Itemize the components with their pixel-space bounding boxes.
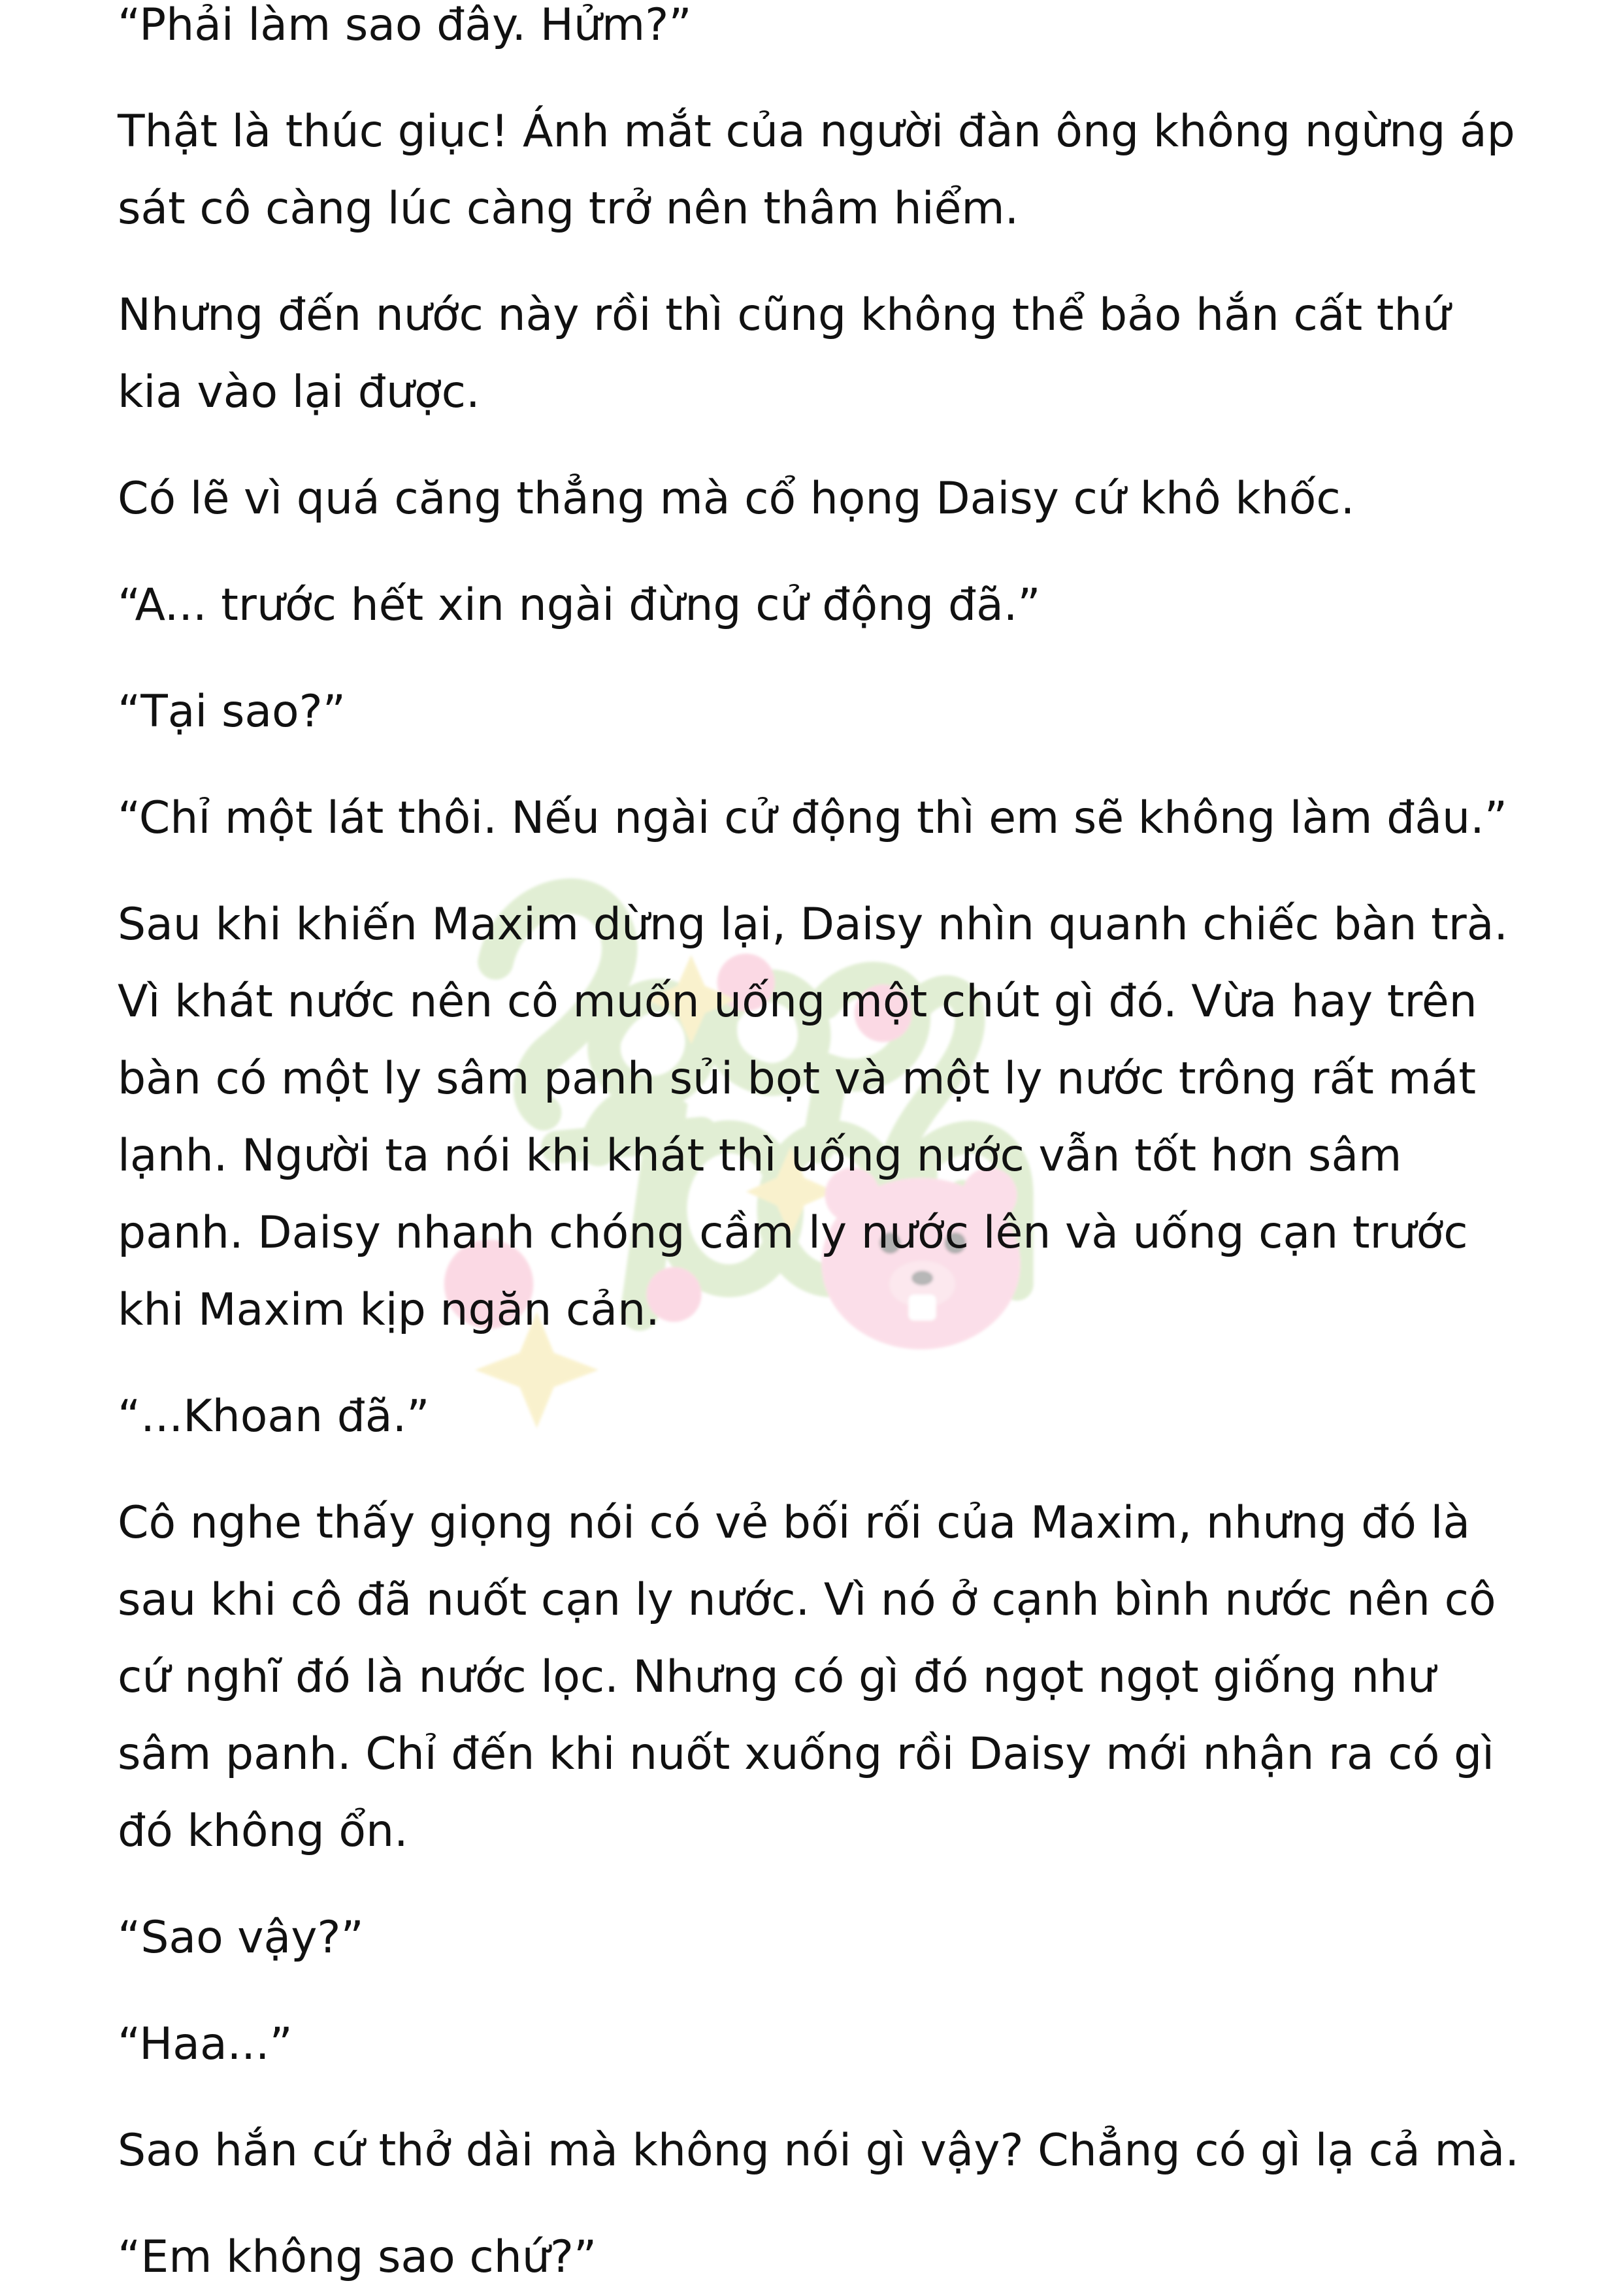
paragraph: Có lẽ vì quá căng thẳng mà cổ họng Daisy cứ khô khốc.	[118, 473, 1355, 525]
paragraph: Cô nghe thấy giọng nói có vẻ bối rối của Maxim, nhưng đó là sau khi cô đã nuốt cạn ly nước. Vì nó ở cạnh bình nước nên cô cứ nghĩ đó là nước lọc. Nhưng có gì đó ngọt ngọt giống như sâm panh. Chỉ đến khi nuốt xuống rồi Daisy mới nhận ra có gì đó không ổn.	[118, 1497, 1496, 1857]
paragraph: “...Khoan đã.”	[118, 1391, 430, 1442]
paragraph: Sao hắn cứ thở dài mà không nói gì vậy? Chẳng có gì lạ cả mà.	[118, 2125, 1519, 2176]
paragraph: “Phải làm sao đây. Hửm?”	[118, 0, 692, 51]
paragraph: “Sao vậy?”	[118, 1912, 364, 1964]
paragraph: “Haa...”	[118, 2018, 293, 2070]
paragraph: “Tại sao?”	[118, 686, 346, 737]
paragraph: Nhưng đến nước này rồi thì cũng không thể bảo hắn cất thứ kia vào lại được.	[118, 289, 1451, 418]
paragraph: Thật là thúc giục! Ánh mắt của người đàn ông không ngừng áp sát cô càng lúc càng trở nên thâm hiểm.	[118, 106, 1515, 234]
text-column	[118, 0, 1525, 2296]
paragraph: “Em không sao chứ?”	[118, 2231, 597, 2283]
paragraph: “A... trước hết xin ngài đừng cử động đã.”	[118, 579, 1041, 631]
paragraph: “Chỉ một lát thôi. Nếu ngài cử động thì em sẽ không làm đâu.”	[118, 792, 1507, 844]
paragraph: Sau khi khiến Maxim dừng lại, Daisy nhìn quanh chiếc bàn trà. Vì khát nước nên cô muốn uống một chút gì đó. Vừa hay trên bàn có một ly sâm panh sủi bọt và một ly nước trông rất mát lạnh. Người ta nói khi khát thì uống nước vẫn tốt hơn sâm panh. Daisy nhanh chóng cầm ly nước lên và uống cạn trước khi Maxim kịp ngăn cản.	[118, 899, 1509, 1336]
